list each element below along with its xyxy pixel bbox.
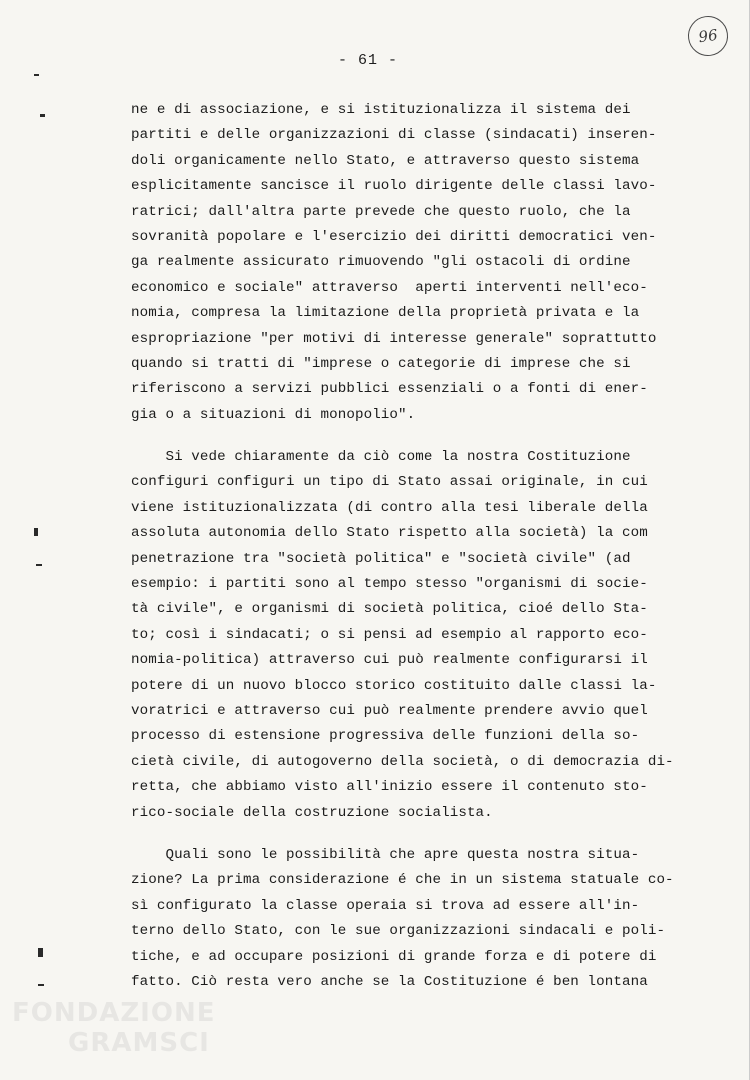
watermark-line-1: FONDAZIONE [12,998,216,1028]
margin-tick [40,114,45,117]
text-line: doli organicamente nello Stato, e attraverso questo sistema [131,152,640,169]
text-line: potere di un nuovo blocco storico costituito dalle classi la- [131,677,657,694]
margin-hole-mark [34,528,38,536]
text-line: gia o a situazioni di monopolio". [131,406,416,423]
paragraph-1 [131,98,691,428]
text-line: rico-sociale della costruzione socialista. [131,804,493,821]
watermark-line-2: GRAMSCI [68,1028,210,1058]
text-line: cietà civile, di autogoverno della società, o di democrazia di- [131,753,674,770]
text-line: zione? La prima considerazione é che in un sistema statuale co- [131,872,674,889]
margin-tick [36,564,42,566]
text-line: penetrazione tra "società politica" e "società civile" (ad [131,550,631,567]
paragraph-2 [131,445,691,826]
margin-tick [34,74,39,76]
text-line: espropriazione "per motivi di interesse generale" soprattutto [131,330,657,347]
text-line: configuri configuri un tipo di Stato assai originale, in cui [131,474,648,491]
paragraph-3 [131,843,691,995]
page-number: - 61 - [338,52,399,69]
text-line: esempio: i partiti sono al tempo stesso "organismi di socie- [131,576,648,593]
text-line: nomia, compresa la limitazione della proprietà privata e la [131,305,640,322]
text-line: quando si tratti di "imprese o categorie di imprese che si [131,355,631,372]
text-line: voratrici e attraverso cui può realmente prendere avvio quel [131,702,648,719]
margin-hole-mark [38,948,43,957]
text-line: esplicitamente sancisce il ruolo dirigente delle classi lavo- [131,178,657,195]
text-line: riferiscono a servizi pubblici essenziali o a fonti di ener- [131,381,648,398]
text-line: viene istituzionalizzata (di contro alla tesi liberale della [131,499,648,516]
text-line: terno dello Stato, con le sue organizzazioni sindacali e poli- [131,923,666,940]
margin-tick [38,984,44,986]
text-line: tiche, e ad occupare posizioni di grande forza e di potere di [131,948,657,965]
text-line: tà civile", e organismi di società politica, cioé dello Sta- [131,601,648,618]
text-line: ga realmente assicurato rimuovendo "gli ostacoli di ordine [131,254,631,271]
archive-watermark [12,998,215,1058]
text-line: fatto. Ciò resta vero anche se la Costituzione é ben lontana [131,973,648,990]
text-line: economico e sociale" attraverso aperti interventi nell'eco- [131,279,648,296]
text-line: retta, che abbiamo visto all'inizio essere il contenuto sto- [131,779,648,796]
typed-text-body [131,98,691,995]
text-line: Quali sono le possibilità che apre questa nostra situa- [131,846,640,863]
text-line: assoluta autonomia dello Stato rispetto alla società) la com [131,525,648,542]
text-line: nomia-politica) attraverso cui può realmente configurarsi il [131,652,648,669]
text-line: ratrici; dall'altra parte prevede che questo ruolo, che la [131,203,631,220]
text-line: Si vede chiaramente da ciò come la nostra Costituzione [131,449,631,466]
text-line: sì configurato la classe operaia si trova ad essere all'in- [131,897,640,914]
archive-page-stamp [685,13,730,58]
text-line: to; così i sindacati; o si pensi ad esempio al rapporto eco- [131,626,648,643]
text-line: processo di estensione progressiva delle funzioni della so- [131,728,640,745]
text-line: sovranità popolare e l'esercizio dei diritti democratici ven- [131,228,657,245]
archive-stamp-number: 96 [697,25,719,47]
text-line: partiti e delle organizzazioni di classe (sindacati) inseren- [131,127,657,144]
text-line: ne e di associazione, e si istituzionalizza il sistema dei [131,102,631,118]
